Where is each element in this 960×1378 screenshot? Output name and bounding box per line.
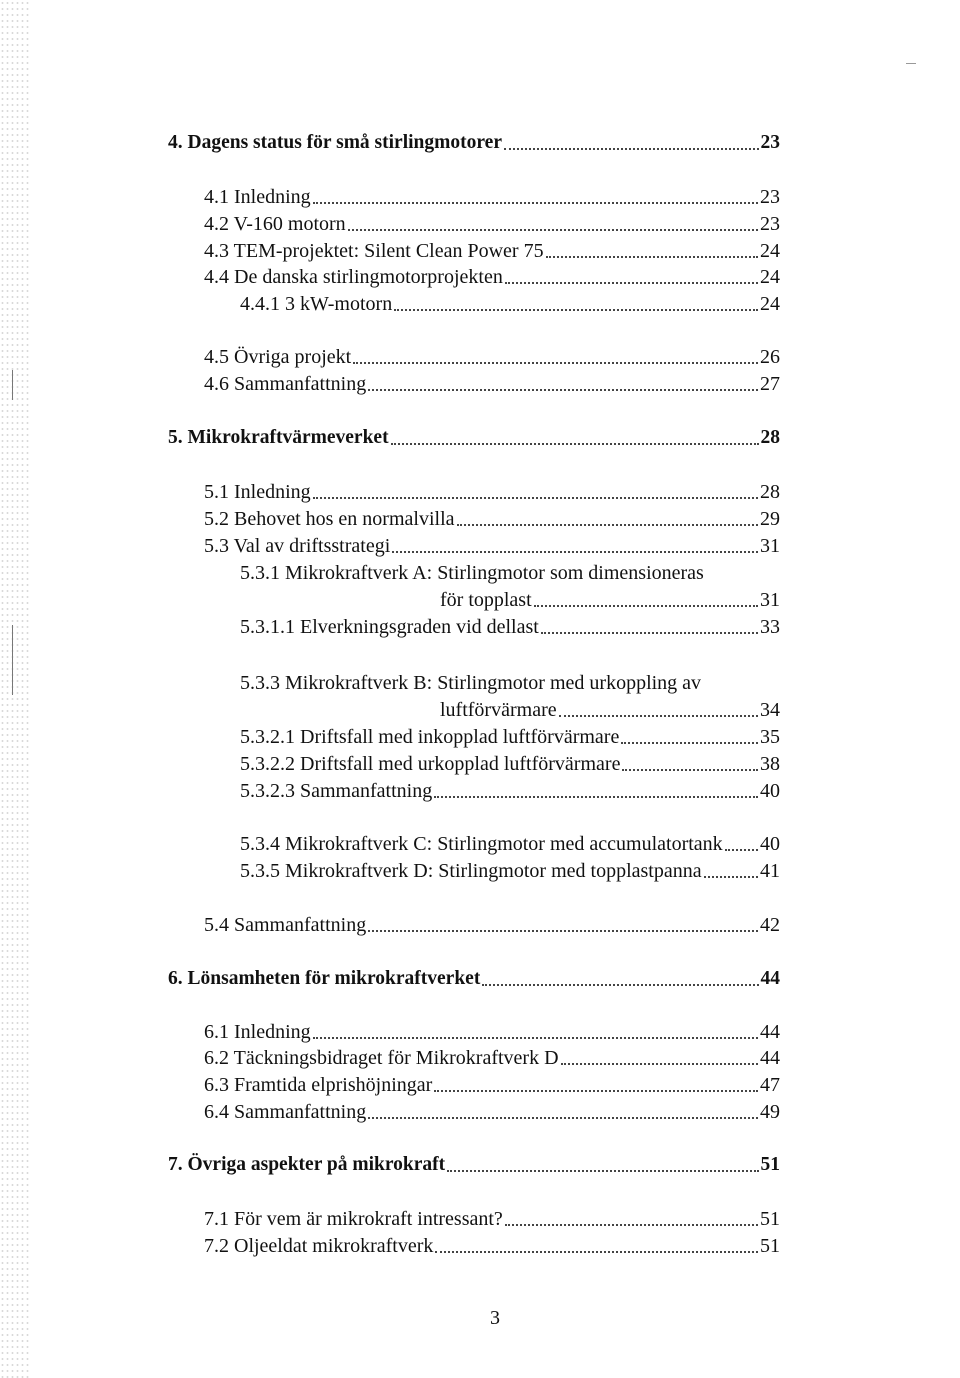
toc-page-number: 24 [760,266,780,288]
toc-entry-5-3-1-heading [240,560,704,586]
toc-label: 6. Lönsamheten för mikrokraftverket [168,968,481,989]
toc-label: 6.3 Framtida elprishöjningar [204,1074,433,1096]
toc-page-number: 31 [760,535,780,557]
scan-edge-mark [12,625,13,695]
toc-label: 5.3.1 Mikrokraftverk A: Stirlingmotor som dimensioneras [240,562,704,584]
toc-label: 5.1 Inledning [204,481,311,503]
toc-entry-5-3-1-1 [240,614,780,640]
toc-leader-dots [534,604,758,607]
toc-page-number: 49 [760,1101,780,1123]
toc-label: 4.1 Inledning [204,186,311,208]
toc-page-number: 24 [760,293,780,315]
toc-page-number: 33 [760,616,780,638]
toc-entry-7-2 [204,1233,780,1259]
toc-page-number: 41 [760,860,780,882]
toc-label: 4.5 Övriga projekt [204,346,352,368]
toc-label: 4.6 Sammanfattning [204,373,367,395]
toc-entry-5-3-1 [440,587,780,613]
toc-label: 4.4 De danska stirlingmotorprojekten [204,266,503,288]
toc-entry-5-3-2-2 [240,751,780,777]
toc-label: 4. Dagens status för små stirlingmotorer [168,132,502,153]
toc-page-number: 51 [760,1235,780,1257]
toc-label: 5.3.3 Mikrokraftverk B: Stirlingmotor med urkoppling av [240,672,702,694]
toc-label: 5.3.4 Mikrokraftverk C: Stirlingmotor med accumulatortank [240,833,723,855]
toc-label: 5.2 Behovet hos en normalvilla [204,508,455,530]
toc-page-number: 42 [760,914,780,936]
toc-leader-dots [394,308,758,311]
toc-label: 6.2 Täckningsbidraget för Mikrokraftverk D [204,1047,559,1069]
toc-leader-dots [457,523,758,526]
page-number: 3 [490,1307,500,1329]
toc-leader-dots [348,228,758,231]
toc-entry-5-2 [204,506,780,532]
scan-dash-mark [906,63,916,64]
toc-leader-dots [541,631,758,634]
toc-leader-dots [622,768,758,771]
toc-entry-5-3-2-3 [240,778,780,804]
toc-leader-dots [505,1223,758,1226]
toc-entry-5-3-5 [240,858,780,884]
toc-entry-6-4 [204,1099,780,1125]
toc-chapter-6 [168,966,780,992]
toc-page-number: 51 [760,1208,780,1230]
toc-leader-dots [368,388,758,391]
toc-page-number: 24 [760,240,780,262]
toc-entry-4-3 [204,238,780,264]
toc-page-number: 35 [760,726,780,748]
toc-label: 5.3.5 Mikrokraftverk D: Stirlingmotor med topplastpanna [240,860,702,882]
toc-page-number: 28 [760,427,780,448]
toc-label: 4.2 V-160 motorn [204,213,346,235]
toc-page-number: 44 [760,1047,780,1069]
toc-leader-dots [392,550,758,553]
toc-page-number: 34 [760,699,780,721]
toc-leader-dots [725,848,758,851]
toc-leader-dots [621,741,758,744]
toc-chapter-4 [168,130,780,156]
toc-leader-dots [505,281,758,284]
toc-page-number: 31 [760,589,780,611]
toc-label: 5.3.2.3 Sammanfattning [240,780,433,802]
toc-label: 4.4.1 3 kW-motorn [240,293,393,315]
toc-leader-dots [353,361,758,364]
toc-entry-5-3-3-heading [240,670,701,696]
toc-leader-dots [391,442,759,445]
toc-leader-dots [434,1089,758,1092]
toc-leader-dots [559,714,758,717]
toc-label: 5.3.2.1 Driftsfall med inkopplad luftförvärmare [240,726,620,748]
toc-entry-5-4 [204,912,780,938]
toc-leader-dots [313,1036,758,1039]
toc-entry-7-1 [204,1206,780,1232]
toc-entry-5-3-4 [240,831,780,857]
toc-label: 5. Mikrokraftvärmeverket [168,427,389,448]
toc-page-number: 44 [760,968,780,989]
toc-label: 5.3.1.1 Elverkningsgraden vid dellast [240,616,539,638]
toc-leader-dots [704,875,758,878]
toc-entry-4-5 [204,344,780,370]
toc-page-number: 23 [760,213,780,235]
toc-label: 5.4 Sammanfattning [204,914,367,936]
toc-label: 6.4 Sammanfattning [204,1101,367,1123]
toc-entry-4-4-1 [240,291,780,317]
toc-page-number: 40 [760,780,780,802]
toc-entry-5-3-2-1 [240,724,780,750]
toc-page-number: 38 [760,753,780,775]
toc-leader-dots [313,201,758,204]
toc-entry-6-2 [204,1045,780,1071]
toc-label: 5.3 Val av driftsstrategi [204,535,391,557]
toc-label: 7.2 Oljeeldat mikrokraftverk [204,1235,434,1257]
toc-page-number: 29 [760,508,780,530]
toc-leader-dots [546,255,758,258]
toc-page-number: 51 [760,1154,780,1175]
toc-label-continuation: för topplast [440,589,532,611]
toc-chapter-7 [168,1152,780,1178]
toc-entry-5-1 [204,479,780,505]
scan-edge-mark [12,370,13,400]
toc-leader-dots [561,1062,758,1065]
toc-label: 7.1 För vem är mikrokraft intressant? [204,1208,503,1230]
toc-page-number: 23 [760,132,780,153]
toc-chapter-5 [168,425,780,451]
toc-page-number: 23 [760,186,780,208]
toc-entry-6-1 [204,1019,780,1045]
toc-leader-dots [504,147,759,150]
toc-label: 7. Övriga aspekter på mikrokraft [168,1154,446,1175]
toc-leader-dots [482,983,758,986]
toc-entry-5-3-3 [440,697,780,723]
scan-edge-noise [0,0,30,1378]
toc-entry-4-6 [204,371,780,397]
toc-leader-dots [368,1116,758,1119]
toc-leader-dots [435,1250,758,1253]
toc-leader-dots [368,929,758,932]
toc-leader-dots [447,1169,758,1172]
toc-page-number: 44 [760,1021,780,1043]
toc-entry-4-2 [204,211,780,237]
toc-leader-dots [434,795,758,798]
toc-label: 6.1 Inledning [204,1021,311,1043]
toc-leader-dots [313,496,758,499]
toc-page-number: 26 [760,346,780,368]
toc-page-number: 27 [760,373,780,395]
toc-page-number: 40 [760,833,780,855]
toc-entry-5-3 [204,533,780,559]
toc-entry-6-3 [204,1072,780,1098]
toc-label-continuation: luftförvärmare [440,699,557,721]
toc-entry-4-1 [204,184,780,210]
toc-label: 5.3.2.2 Driftsfall med urkopplad luftförvärmare [240,753,621,775]
toc-entry-4-4 [204,264,780,290]
toc-page-number: 28 [760,481,780,503]
toc-label: 4.3 TEM-projektet: Silent Clean Power 75 [204,240,544,262]
toc-page-number: 47 [760,1074,780,1096]
